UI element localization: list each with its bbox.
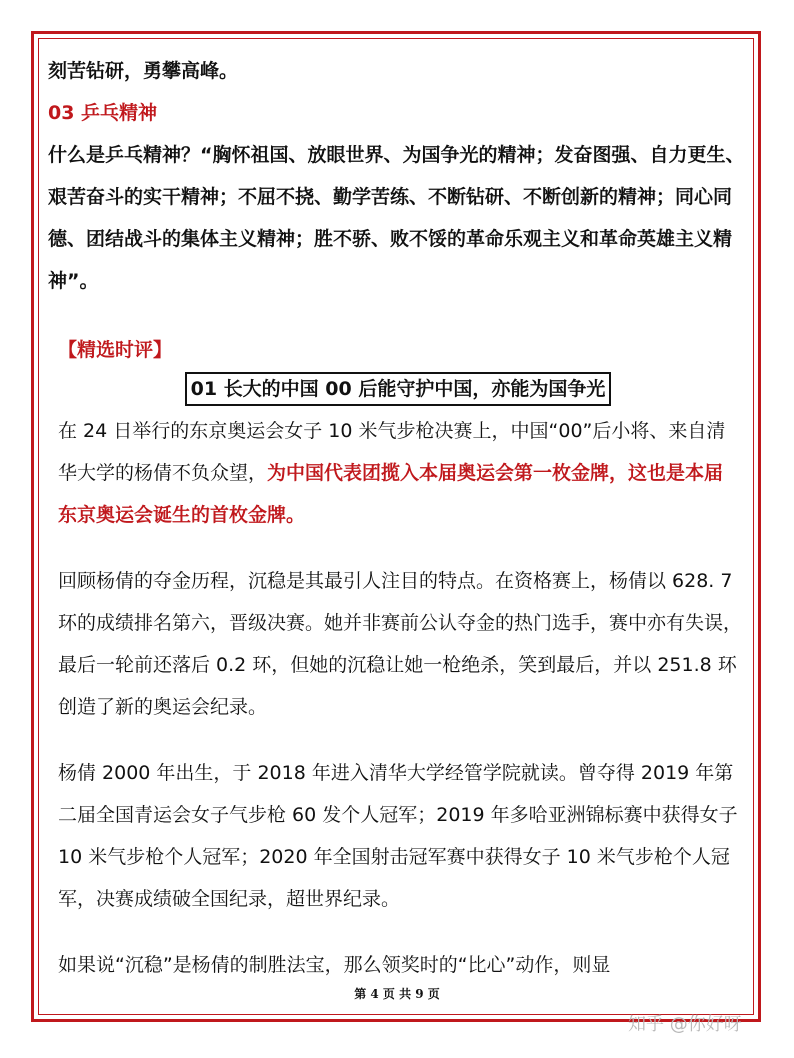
watermark: 知乎 @你好呀 — [628, 1014, 742, 1035]
paragraph-1-highlight: 为中国代表团揽入本届奥运会第一枚金牌，这也是本届东京奥运会诞生的首枚金牌。 — [58, 462, 724, 526]
paragraph-4: 如果说“沉稳”是杨倩的制胜法宝，那么领奖时的“比心”动作，则显 — [58, 954, 611, 976]
paragraph-1-plain: 在 24 日举行的东京奥运会女子 10 米气步枪决赛上，中国“00”后小将、来自清华大学的杨倩不负众望， — [58, 420, 726, 484]
page-content — [48, 50, 748, 986]
paragraph-2: 回顾杨倩的夺金历程，沉稳是其最引人注目的特点。在资格赛上，杨倩以 628. 7 环的成绩排名第六，晋级决赛。她并非赛前公认夺金的热门选手，赛中亦有失误，最后一轮前还落后 0.2 环，但她的沉稳让她一枪绝杀，笑到最后，并以 251.8 环创造了新的奥运会纪录。 — [58, 570, 743, 718]
article-title-box: 01 长大的中国 00 后能守护中国，亦能为国争光 — [185, 372, 612, 406]
paragraph-1 — [58, 410, 742, 536]
page-footer: 第 4 页 共 9 页 — [354, 987, 440, 1001]
section-03-text: 什么是乒乓精神？“胸怀祖国、放眼世界、为国争光的精神；发奋图强、自力更生、艰苦奋斗的实干精神；不屈不挠、勤学苦练、不断钻研、不断创新的精神；同心同德、团结战斗的集体主义精神；胜不骄、败不馁的革命乐观主义和革命英雄主义精神”。 — [48, 144, 745, 292]
paragraph-3: 杨倩 2000 年出生，于 2018 年进入清华大学经管学院就读。曾夺得 2019 年第二届全国青运会女子气步枪 60 发个人冠军；2019 年多哈亚洲锦标赛中获得女子 10 米气步枪个人冠军；2020 年全国射击冠军赛中获得女子 10 米气步枪个人冠军，决赛成绩破全国纪录，超世界纪录。 — [58, 762, 738, 910]
intro-line: 刻苦钻研，勇攀高峰。 — [48, 60, 239, 82]
section-03-heading: 03 乒乓精神 — [48, 102, 158, 124]
review-label: 【精选时评】 — [58, 339, 173, 361]
